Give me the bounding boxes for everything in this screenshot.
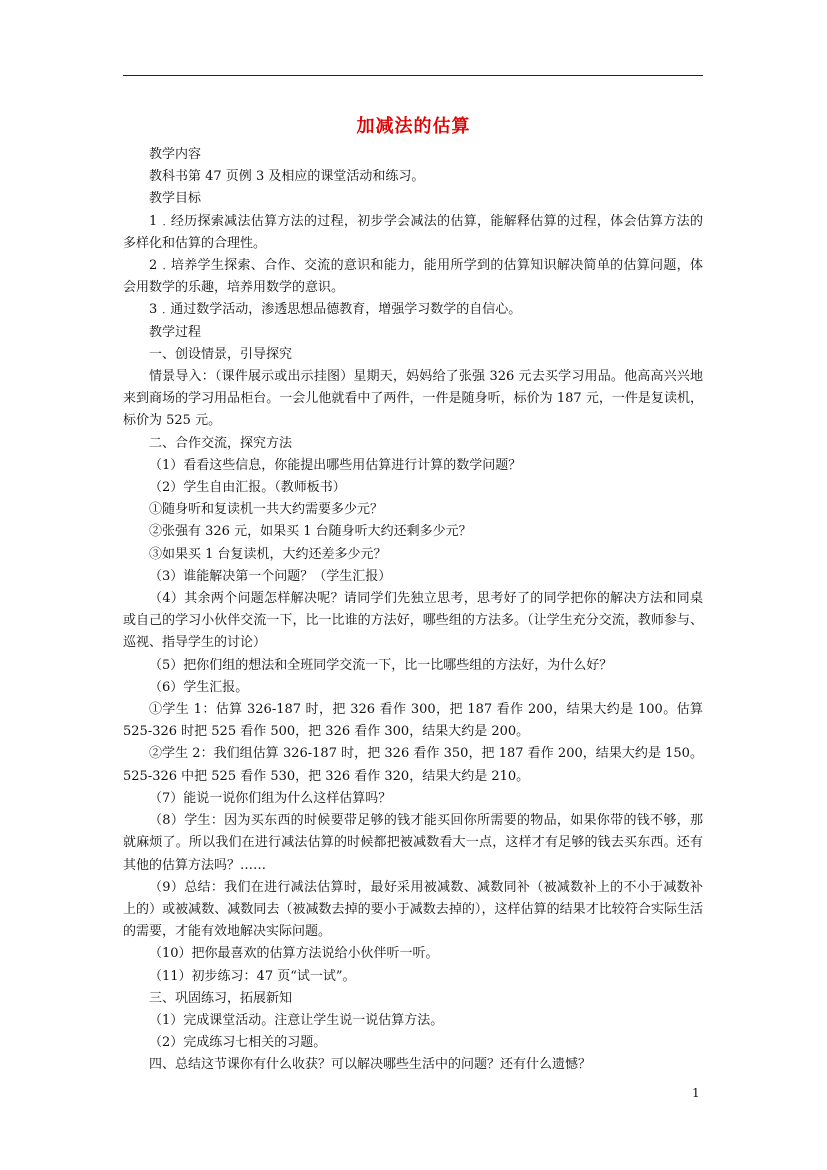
paragraph: 四、总结这节课你有什么收获？可以解决哪些生活中的问题？还有什么遗憾？ [149,1057,592,1073]
paragraph: （4）其余两个问题怎样解决呢？请同学们先独立思考，思考好了的同学把你的解决方法和同桌或自己的学习小伙伴交流一下，比一比谁的方法好，哪些组的方法多。（让学生充分交流，教师参与、巡视、指导学生的讨论） [123,591,703,651]
paragraph: 一、创设情景，引导探究 [149,346,293,362]
paragraph: 1﹒经历探索减法估算方法的过程，初步学会减法的估算，能解释估算的过程，体会估算方法的多样化和估算的合理性。 [123,213,703,251]
paragraph: （2）完成练习七相关的习题。 [149,1035,327,1051]
paragraph: 三、巩固练习，拓展新知 [149,990,293,1006]
paragraph: 教科书第 47 页例 3 及相应的课堂活动和练习。 [149,169,425,185]
paragraph: （8）学生：因为买东西的时候要带足够的钱才能买回你所需要的物品，如果你带的钱不够，那就麻烦了。所以我们在进行减法估算的时候都把被减数看大一点，这样才有足够的钱去买东西。还有其他的估算方法吗？…… [123,813,703,873]
paragraph: ②张强有 326 元，如果买 1 台随身听大约还剩多少元？ [149,524,472,540]
paragraph: （6）学生汇报。 [149,679,249,695]
paragraph: （3）谁能解决第一个问题？（学生汇报） [149,568,392,584]
paragraph: 二、合作交流，探究方法 [149,435,293,451]
document-title: 加减法的估算 [356,116,471,137]
header-rule [123,75,703,76]
paragraph: （1）看看这些信息，你能提出哪些用估算进行计算的数学问题？ [149,457,522,473]
paragraph: 教学内容 [149,147,202,162]
paragraph: 3﹒通过数学活动，渗透思想品德教育，增强学习数学的自信心。 [149,302,522,318]
paragraph: 教学目标 [149,191,202,207]
paragraph: （9）总结：我们在进行减法估算时，最好采用被减数、减数同补（被减数补上的不小于减数补上的）或被减数、减数同去（被减数去掉的要小于减数去掉的），这样估算的结果才比较符合实际生活的需要，才能有效地解决实际问题。 [123,879,703,940]
paragraph: （10）把你最喜欢的估算方法说给小伙伴听一听。 [149,946,439,962]
paragraph: （7）能说一说你们组为什么这样估算吗？ [149,790,392,806]
paragraph: ①随身听和复读机一共大约需要多少元？ [149,502,384,518]
paragraph: ②学生 2：我们组估算 326-187 时，把 326 看作 350，把 187 看作 200，结果大约是 150。525-326 中把 525 看作 530，把 326 看作 320，结果大约是 210。 [123,746,703,784]
paragraph: （1）完成课堂活动。注意让学生说一说估算方法。 [149,1012,444,1028]
paragraph: 情景导入：（课件展示或出示挂图）星期天，妈妈给了张强 326 元去买学习用品。他高高兴兴地来到商场的学习用品柜台。一会儿他就看中了两件，一件是随身听，标价为 187 元，一件是复读机，标价为 525 元。 [123,369,703,429]
paragraph: （11）初步练习：47 页“试一试”。 [149,968,356,984]
paragraph: 2﹒培养学生探索、合作、交流的意识和能力，能用所学到的估算知识解决简单的估算问题，体会用数学的乐趣，培养用数学的意识。 [123,258,703,296]
page-number: 1 [692,1086,700,1100]
paragraph: （2）学生自由汇报。（教师板书） [149,480,346,496]
document-body [123,144,703,1077]
paragraph: （5）把你们组的想法和全班同学交流一下，比一比哪些组的方法好，为什么好？ [149,657,613,673]
paragraph: 教学过程 [149,324,202,340]
paragraph: ③如果买 1 台复读机，大约还差多少元？ [149,546,387,562]
paragraph: ①学生 1：估算 326-187 时，把 326 看作 300，把 187 看作 200，结果大约是 100。估算 525-326 时把 525 看作 500，把 326 看作 300，结果大约是 200。 [123,702,703,740]
